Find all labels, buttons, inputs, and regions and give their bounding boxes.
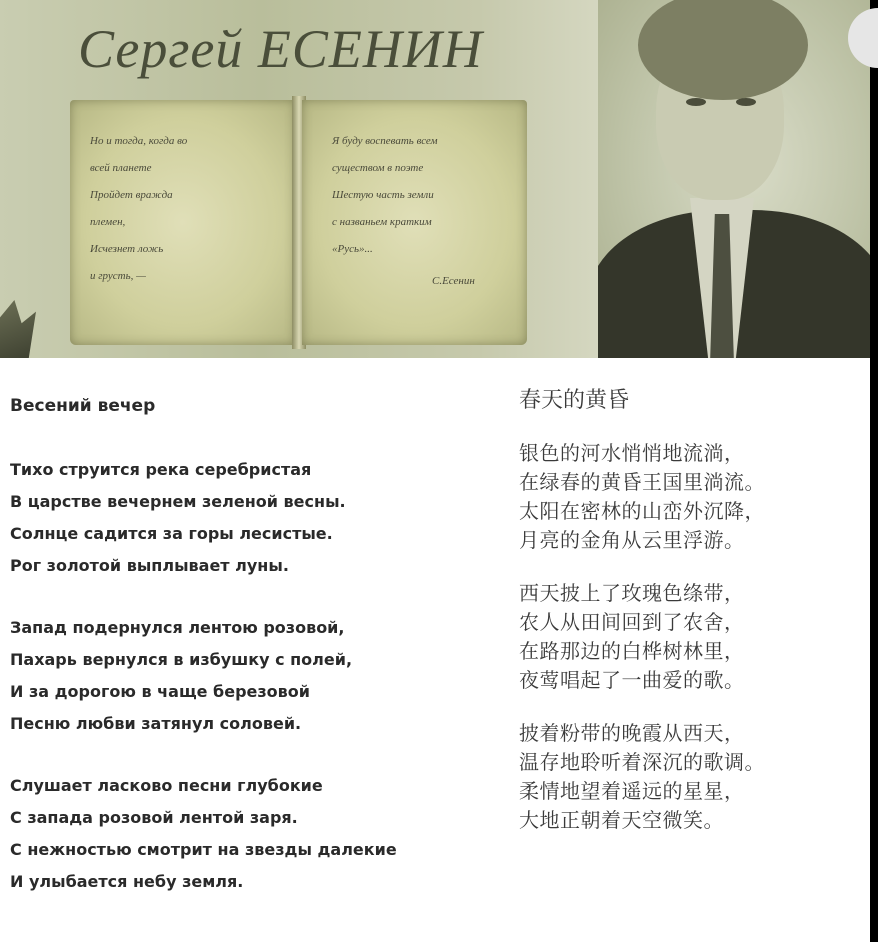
chinese-stanza-1	[519, 439, 871, 555]
poem-line: Солнце садится за горы лесистые.	[10, 524, 333, 543]
poem-line: И за дорогою в чаще березовой	[10, 682, 310, 701]
handwritten-line: племен,	[90, 216, 126, 228]
yesenin-banner	[0, 0, 870, 358]
poem-line: 夜莺唱起了一曲爱的歌。	[519, 668, 745, 692]
banner-title: Сергей ЕСЕНИН	[78, 19, 483, 79]
poem-line: С нежностью смотрит на звезды далекие	[10, 840, 397, 859]
poem-line: Запад подернулся лентою розовой,	[10, 618, 345, 637]
poem-line: 在绿春的黄昏王国里淌流。	[519, 470, 765, 494]
handwritten-line: с названьем кратким	[332, 216, 432, 228]
poem-line: 披着粉带的晚霞从西天，	[519, 721, 745, 745]
portrait-eye	[736, 98, 756, 106]
handwritten-line: Пройдет вражда	[90, 189, 173, 201]
russian-poem-title: Весений вечер	[10, 396, 156, 416]
handwritten-line: всей планете	[90, 162, 152, 174]
chinese-poem-title: 春天的黄昏	[519, 388, 630, 413]
handwritten-line: и грусть, —	[90, 270, 146, 282]
russian-stanza-1	[10, 454, 510, 582]
poem-line: 银色的河水悄悄地流淌，	[519, 441, 745, 465]
russian-poem	[10, 396, 510, 898]
poem-line: 月亮的金角从云里浮游。	[519, 528, 745, 552]
handwritten-signature: С.Есенин	[432, 275, 475, 287]
poem-line: 温存地聆听着深沉的歌调。	[519, 750, 765, 774]
poem-line: 在路那边的白桦树林里，	[519, 639, 745, 663]
handwritten-line: Исчезнет ложь	[90, 243, 164, 255]
poem-line: 柔情地望着遥远的星星，	[519, 779, 745, 803]
poem-line: Слушает ласково песни глубокие	[10, 776, 323, 795]
handwritten-line: существом в поэте	[332, 162, 424, 174]
decorative-plant	[0, 300, 36, 358]
open-manuscript-book	[70, 100, 530, 350]
chinese-stanza-3	[519, 719, 871, 835]
chinese-poem	[519, 383, 871, 835]
book-right-page	[302, 100, 527, 345]
poem-line: Рог золотой выплывает луны.	[10, 556, 289, 575]
poem-line: Тихо струится река серебристая	[10, 460, 312, 479]
poem-line: В царстве вечернем зеленой весны.	[10, 492, 346, 511]
handwritten-line: «Русь»...	[332, 243, 373, 255]
portrait-eye	[686, 98, 706, 106]
poem-line: 大地正朝着天空微笑。	[519, 808, 724, 832]
russian-stanza-3	[10, 770, 510, 898]
handwritten-line: Я буду воспевать всем	[332, 135, 438, 147]
right-frame-edge	[870, 0, 878, 942]
poem-line: Пахарь вернулся в избушку с полей,	[10, 650, 353, 669]
poem-line: И улыбается небу земля.	[10, 872, 244, 891]
russian-stanza-2	[10, 612, 510, 740]
poem-line: 西天披上了玫瑰色绦带，	[519, 581, 745, 605]
book-left-page	[70, 100, 295, 345]
handwritten-line: Но и тогда, когда во	[90, 135, 188, 147]
poem-line: 太阳在密林的山峦外沉降，	[519, 499, 765, 523]
handwritten-line: Шестую часть земли	[332, 189, 434, 201]
poet-portrait	[598, 0, 870, 358]
chinese-stanza-2	[519, 579, 871, 695]
poem-line: Песню любви затянул соловей.	[10, 714, 302, 733]
poem-line: С запада розовой лентой заря.	[10, 808, 298, 827]
poem-line: 农人从田间回到了农舍，	[519, 610, 745, 634]
